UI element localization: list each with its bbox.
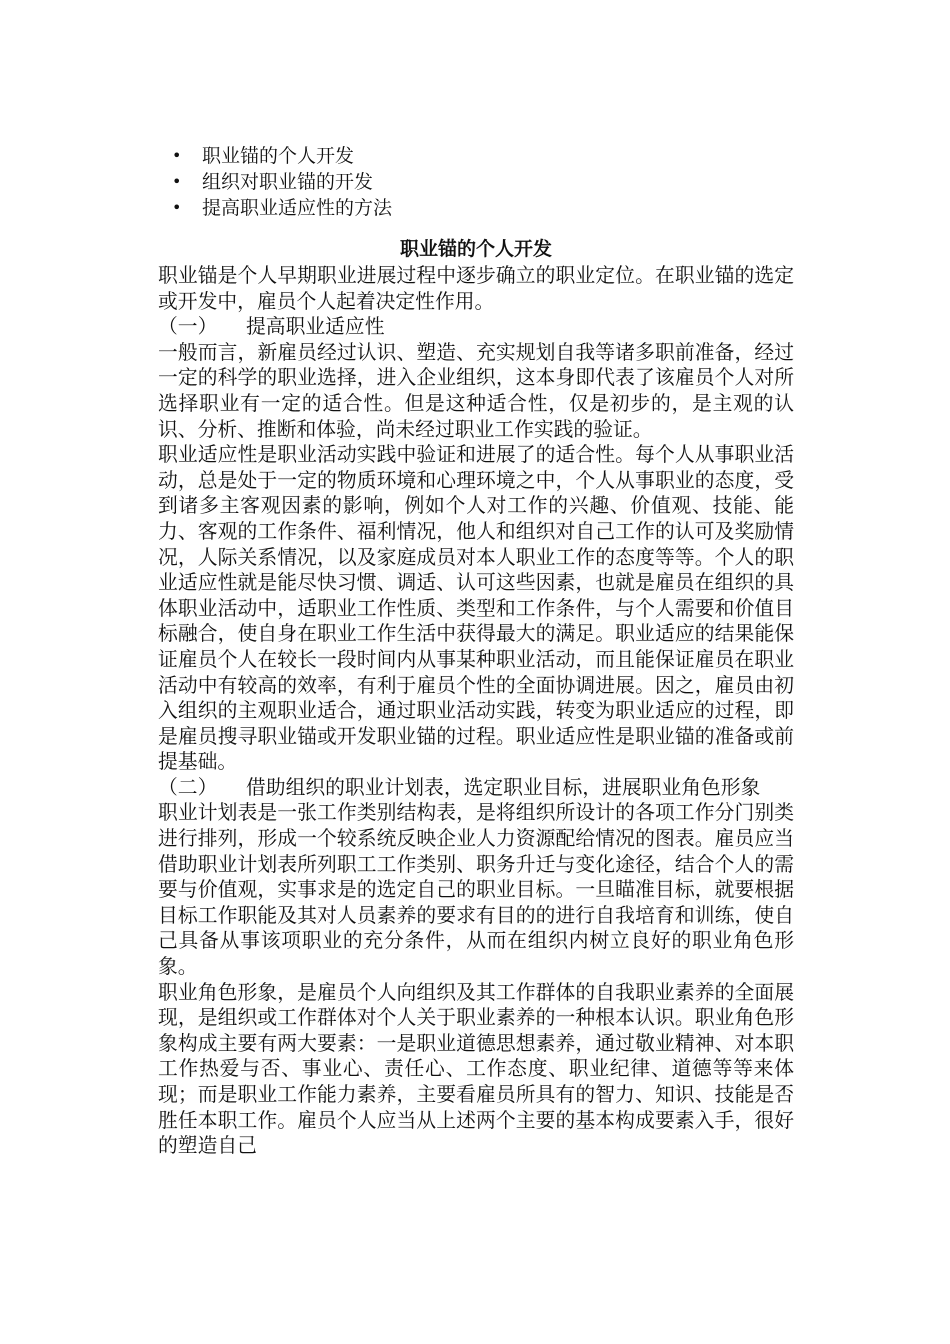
subheading-number: （一） — [158, 315, 218, 339]
bullet-icon: • — [172, 198, 182, 217]
subheading-2 — [158, 775, 794, 801]
subheading-number: （二） — [158, 775, 218, 799]
toc-item-label: 职业锚的个人开发 — [202, 145, 355, 167]
toc-item[interactable] — [158, 195, 794, 221]
bullet-icon: • — [172, 146, 182, 165]
toc-item[interactable] — [158, 143, 794, 169]
toc-item-label: 组织对职业锚的开发 — [202, 171, 374, 193]
subheading-text: 提高职业适应性 — [246, 315, 385, 339]
body-paragraph: 职业适应性是职业活动实践中验证和进展了的适合性。每个人从事职业活动，总是处于一定的物质环境和心理环境之中，个人从事职业的态度，受到诸多主客观因素的影响，例如个人对工作的兴趣、价值观、技能、能力、客观的工作条件、福利情况，他人和组织对自己工作的认可及奖励情况，人际关系情况，以及家庭成员对本人职业工作的态度等等。个人的职业适应性就是能尽快习惯、调适、认可这些因素，也就是雇员在组织的具体职业活动中，适职业工作性质、类型和工作条件，与个人需要和价值目标融合，使自身在职业工作生活中获得最大的满足。职业适应的结果能保证雇员个人在较长一段时间内从事某种职业活动，而且能保证雇员在职业活动中有较高的效率，有利于雇员个性的全面协调进展。因之，雇员由初入组织的主观职业适合，通过职业活动实践，转变为职业适应的过程，即是雇员搜寻职业锚或开发职业锚的过程。职业适应性是职业锚的准备或前提基础。 — [158, 443, 794, 774]
toc-item-label: 提高职业适应性的方法 — [202, 197, 393, 219]
body-paragraph: 一般而言，新雇员经过认识、塑造、充实规划自我等诸多职前准备，经过一定的科学的职业选择，进入企业组织，这本身即代表了该雇员个人对所选择职业有一定的适合性。但是这种适合性，仅是初步的，是主观的认识、分析、推断和体验，尚未经过职业工作实践的验证。 — [158, 340, 794, 441]
toc-item[interactable] — [158, 169, 794, 195]
intro-paragraph: 职业锚是个人早期职业进展过程中逐步确立的职业定位。在职业锚的选定或开发中，雇员个人起着决定性作用。 — [158, 264, 794, 313]
body-paragraph: 职业角色形象，是雇员个人向组织及其工作群体的自我职业素养的全面展现，是组织或工作群体对个人关于职业素养的一种根本认识。职业角色形象构成主要有两大要素：一是职业道德思想素养，通过敬业精神、对本职工作热爱与否、事业心、责任心、工作态度、职业纪律、道德等等来体现；而是职业工作能力素养，主要看雇员所具有的智力、知识、技能是否胜任本职工作。雇员个人应当从上述两个主要的基本构成要素入手，很好的塑造自己 — [158, 980, 794, 1158]
body-paragraph: 职业计划表是一张工作类别结构表，是将组织所设计的各项工作分门别类进行排列，形成一个较系统反映企业人力资源配给情况的图表。雇员应当借助职业计划表所列职工工作类别、职务升迁与变化途径，结合个人的需要与价值观，实事求是的选定自己的职业目标。一旦瞄准目标，就要根据目标工作职能及其对人员素养的要求有目的的进行自我培育和训练，使自己具备从事该项职业的充分条件，从而在组织内树立良好的职业角色形象。 — [158, 801, 794, 979]
subheading-text: 借助组织的职业计划表，选定职业目标，进展职业角色形象 — [246, 775, 761, 799]
section-title: 职业锚的个人开发 — [399, 238, 552, 260]
document-page — [158, 143, 794, 1159]
table-of-contents — [158, 143, 794, 221]
bullet-icon: • — [172, 172, 182, 191]
subheading-1 — [158, 314, 794, 340]
